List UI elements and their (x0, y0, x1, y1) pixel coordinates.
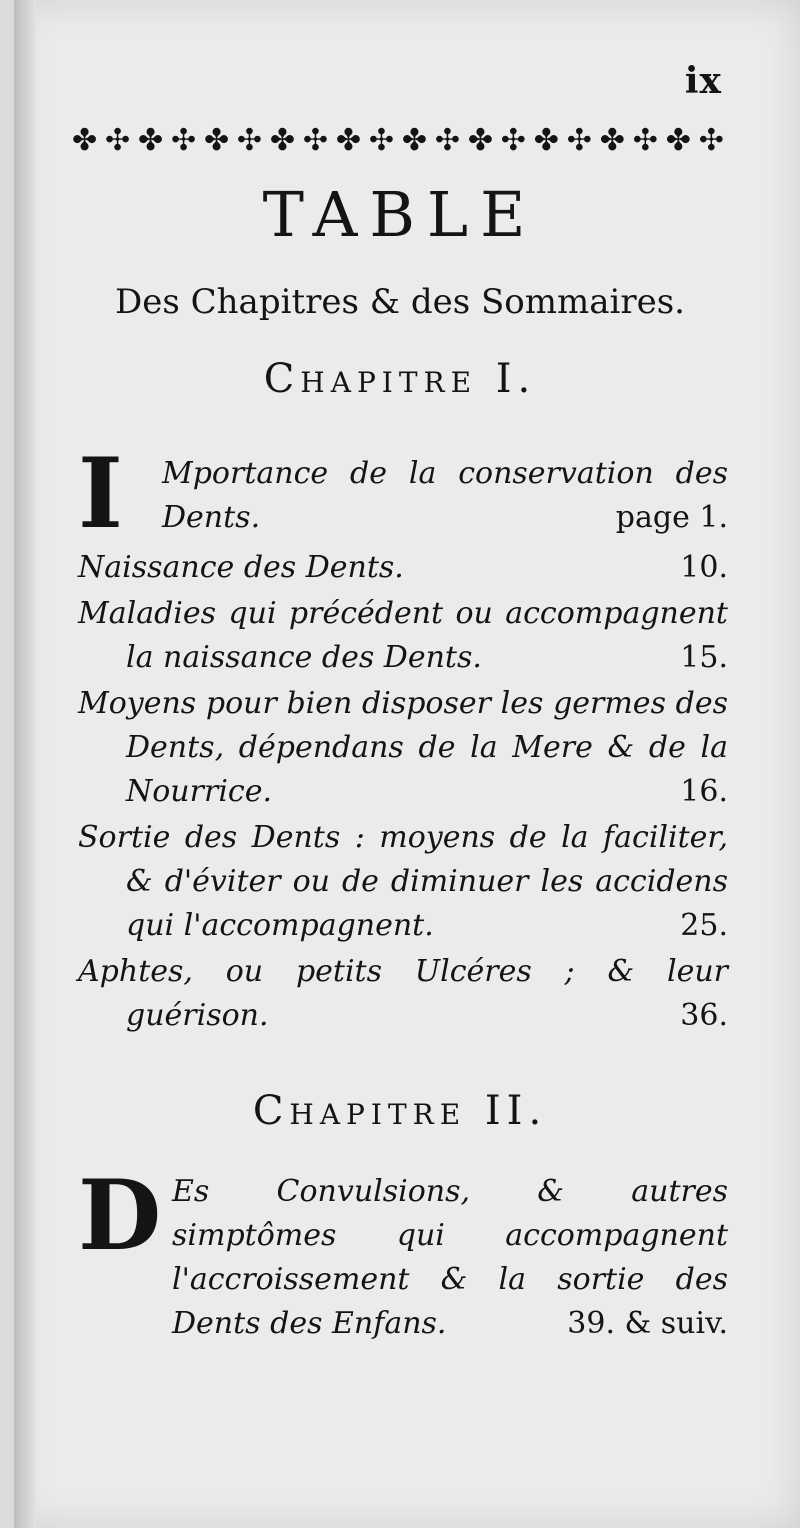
ornament-fleuron-icon: ✤ (269, 123, 296, 158)
toc-entry-text: Es Convulsions, & autres simptômes qui accompagnent l'accroissement & la sortie des Dents des Enfans. (172, 1174, 728, 1341)
page-title: TABLE (262, 178, 538, 251)
toc-entry[interactable] (78, 682, 728, 814)
toc-entry-text: Moyens pour bien disposer les germes des Dents, dépendans de la Mere & de la Nourrice. (78, 686, 728, 809)
toc-entry-page: page 1. (615, 500, 728, 535)
toc-entry-page: 15. (680, 640, 728, 675)
toc-entry[interactable] (78, 546, 728, 590)
toc-entry[interactable] (78, 1159, 728, 1346)
ornament-fleuron-icon: ✣ (434, 123, 460, 158)
ornament-fleuron-icon: ✤ (137, 123, 164, 158)
toc-entry[interactable] (78, 592, 728, 680)
toc-entry-page: 39. & suiv. (567, 1306, 728, 1341)
ornament-fleuron-icon: ✣ (500, 123, 526, 158)
toc-entry-text: Mportance de la conservation des Dents. (162, 456, 728, 535)
ornament-fleuron-icon: ✣ (698, 123, 724, 158)
toc-entry-text: Sortie des Dents : moyens de la faciliter, & d'éviter ou de diminuer les accidens qui l'accompagnent. (78, 820, 728, 943)
ornament-fleuron-icon: ✤ (72, 123, 98, 158)
ornament-fleuron-icon: ✤ (203, 123, 230, 158)
toc-entry-text: Naissance des Dents. (78, 550, 404, 585)
ornament-fleuron-icon: ✣ (170, 123, 197, 158)
toc-entry-text: Maladies qui précédent ou accompagnent la naissance des Dents. (78, 596, 728, 675)
page-subtitle: Des Chapitres & des Sommaires. (115, 282, 685, 322)
ornament-fleuron-icon: ✤ (467, 123, 493, 158)
ornament-fleuron-icon: ✤ (665, 123, 691, 158)
ornament-fleuron-icon: ✣ (104, 123, 131, 158)
drop-cap: D (78, 1159, 162, 1272)
ornament-fleuron-icon: ✤ (335, 123, 362, 158)
ornament-fleuron-icon: ✣ (368, 123, 394, 158)
toc-entry[interactable] (78, 437, 728, 550)
ornament-fleuron-icon: ✣ (302, 123, 329, 158)
ornament-fleuron-icon: ✣ (632, 123, 658, 158)
chapter-2-entries (78, 1159, 728, 1346)
chapter-heading: Chapitre I. (263, 356, 537, 402)
toc-entry-page: 36. (680, 998, 728, 1033)
ornamental-border (72, 116, 724, 166)
toc-entry-text: Aphtes, ou petits Ulcéres ; & leur guérison. (78, 954, 728, 1033)
ornament-fleuron-icon: ✤ (533, 123, 559, 158)
chapter-heading: Chapitre II. (252, 1088, 548, 1134)
toc-entry[interactable] (78, 816, 728, 948)
ornament-fleuron-icon: ✣ (236, 123, 263, 158)
ornament-fleuron-icon: ✤ (401, 123, 427, 158)
toc-entry-page: 25. (680, 908, 728, 943)
page-number: ix (684, 60, 722, 102)
chapter-1-entries (78, 437, 728, 1038)
toc-entry-page: 10. (680, 550, 728, 585)
ornament-fleuron-icon: ✤ (599, 123, 625, 158)
toc-entry[interactable] (78, 950, 728, 1038)
ornament-fleuron-icon: ✣ (566, 123, 592, 158)
drop-cap: I (78, 437, 123, 550)
toc-entry-page: 16. (680, 774, 728, 809)
